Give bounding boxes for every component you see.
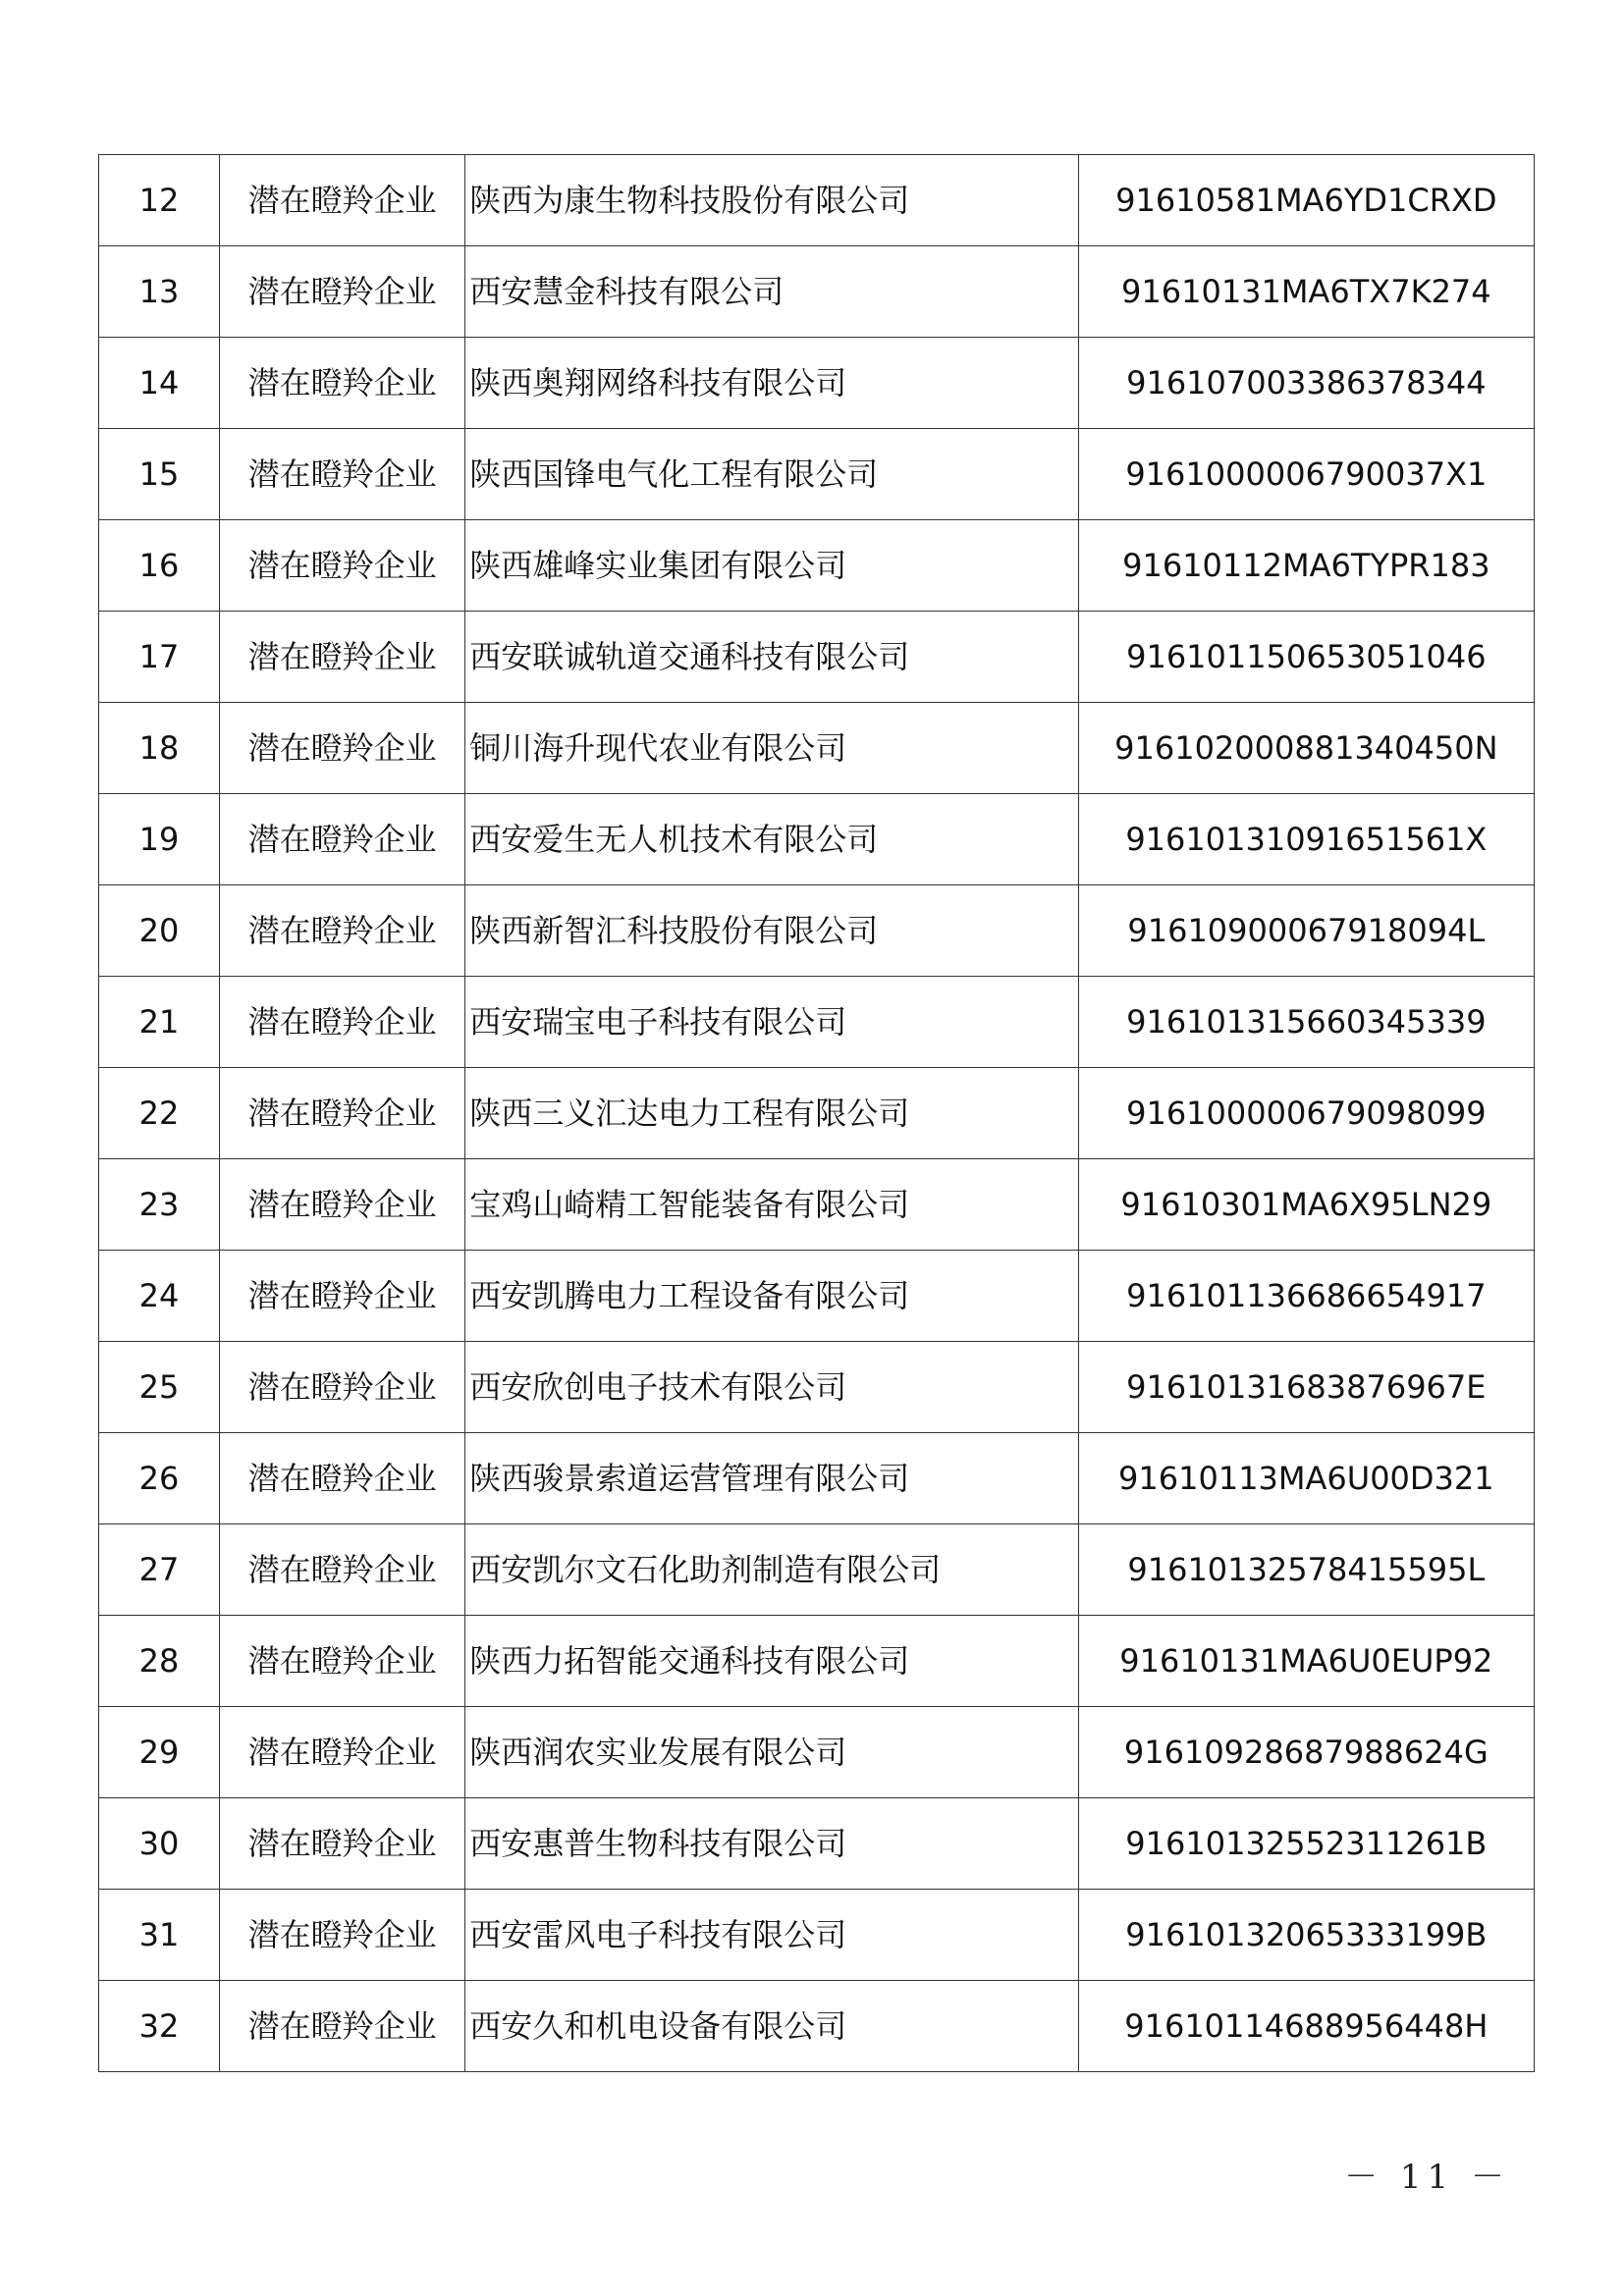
company-name-cell: 西安欣创电子技术有限公司 xyxy=(465,1342,1078,1433)
category-cell: 潜在瞪羚企业 xyxy=(220,1981,465,2072)
credit-code-cell: 91610131683876967E xyxy=(1078,1342,1534,1433)
row-number-cell: 15 xyxy=(99,429,220,520)
credit-code-cell: 91610132552311261B xyxy=(1078,1798,1534,1890)
company-name-cell: 陕西力拓智能交通科技有限公司 xyxy=(465,1616,1078,1707)
row-number-cell: 16 xyxy=(99,520,220,612)
credit-code-cell: 91610900067918094L xyxy=(1078,885,1534,977)
row-number-cell: 12 xyxy=(99,155,220,246)
company-name-cell: 西安惠普生物科技有限公司 xyxy=(465,1798,1078,1890)
row-number-cell: 28 xyxy=(99,1616,220,1707)
row-number-cell: 26 xyxy=(99,1433,220,1524)
table-row xyxy=(99,1524,1535,1616)
credit-code-cell: 916102000881340450N xyxy=(1078,703,1534,794)
company-name-cell: 西安慧金科技有限公司 xyxy=(465,246,1078,338)
credit-code-cell: 91610112MA6TYPR183 xyxy=(1078,520,1534,612)
table-row xyxy=(99,155,1535,246)
category-cell: 潜在瞪羚企业 xyxy=(220,977,465,1068)
table-row xyxy=(99,703,1535,794)
credit-code-cell: 916101136686654917 xyxy=(1078,1251,1534,1342)
row-number-cell: 19 xyxy=(99,794,220,885)
company-name-cell: 陕西国锋电气化工程有限公司 xyxy=(465,429,1078,520)
table-row xyxy=(99,1342,1535,1433)
category-cell: 潜在瞪羚企业 xyxy=(220,794,465,885)
company-name-cell: 陕西为康生物科技股份有限公司 xyxy=(465,155,1078,246)
row-number-cell: 25 xyxy=(99,1342,220,1433)
category-cell: 潜在瞪羚企业 xyxy=(220,1616,465,1707)
company-name-cell: 西安雷风电子科技有限公司 xyxy=(465,1890,1078,1981)
company-name-cell: 陕西雄峰实业集团有限公司 xyxy=(465,520,1078,612)
category-cell: 潜在瞪羚企业 xyxy=(220,338,465,429)
category-cell: 潜在瞪羚企业 xyxy=(220,1524,465,1616)
company-name-cell: 陕西新智汇科技股份有限公司 xyxy=(465,885,1078,977)
table-body xyxy=(99,155,1535,2072)
category-cell: 潜在瞪羚企业 xyxy=(220,1798,465,1890)
row-number-cell: 17 xyxy=(99,612,220,703)
table-row xyxy=(99,885,1535,977)
category-cell: 潜在瞪羚企业 xyxy=(220,1707,465,1798)
row-number-cell: 23 xyxy=(99,1159,220,1251)
category-cell: 潜在瞪羚企业 xyxy=(220,246,465,338)
credit-code-cell: 91610113MA6U00D321 xyxy=(1078,1433,1534,1524)
table-row xyxy=(99,977,1535,1068)
table-row xyxy=(99,338,1535,429)
table-row xyxy=(99,1981,1535,2072)
credit-code-cell: 916107003386378344 xyxy=(1078,338,1534,429)
category-cell: 潜在瞪羚企业 xyxy=(220,1251,465,1342)
category-cell: 潜在瞪羚企业 xyxy=(220,703,465,794)
credit-code-cell: 91610301MA6X95LN29 xyxy=(1078,1159,1534,1251)
category-cell: 潜在瞪羚企业 xyxy=(220,1068,465,1159)
table-row xyxy=(99,429,1535,520)
company-name-cell: 西安凯腾电力工程设备有限公司 xyxy=(465,1251,1078,1342)
company-name-cell: 西安爱生无人机技术有限公司 xyxy=(465,794,1078,885)
row-number-cell: 20 xyxy=(99,885,220,977)
category-cell: 潜在瞪羚企业 xyxy=(220,429,465,520)
row-number-cell: 32 xyxy=(99,1981,220,2072)
company-name-cell: 陕西奥翔网络科技有限公司 xyxy=(465,338,1078,429)
row-number-cell: 22 xyxy=(99,1068,220,1159)
credit-code-cell: 91610132065333199B xyxy=(1078,1890,1534,1981)
credit-code-cell: 91610581MA6YD1CRXD xyxy=(1078,155,1534,246)
company-name-cell: 陕西骏景索道运营管理有限公司 xyxy=(465,1433,1078,1524)
table-row xyxy=(99,1798,1535,1890)
enterprise-list-table xyxy=(98,154,1535,2072)
table-row xyxy=(99,1616,1535,1707)
table-row xyxy=(99,1159,1535,1251)
row-number-cell: 14 xyxy=(99,338,220,429)
table-row xyxy=(99,612,1535,703)
table-row xyxy=(99,520,1535,612)
row-number-cell: 30 xyxy=(99,1798,220,1890)
company-name-cell: 陕西润农实业发展有限公司 xyxy=(465,1707,1078,1798)
table-row xyxy=(99,1433,1535,1524)
credit-code-cell: 91610928687988624G xyxy=(1078,1707,1534,1798)
row-number-cell: 13 xyxy=(99,246,220,338)
credit-code-cell: 91610132578415595L xyxy=(1078,1524,1534,1616)
category-cell: 潜在瞪羚企业 xyxy=(220,520,465,612)
credit-code-cell: 91610114688956448H xyxy=(1078,1981,1534,2072)
page-number: － 11 － xyxy=(1344,2158,1510,2197)
row-number-cell: 24 xyxy=(99,1251,220,1342)
category-cell: 潜在瞪羚企业 xyxy=(220,1342,465,1433)
company-name-cell: 西安久和机电设备有限公司 xyxy=(465,1981,1078,2072)
category-cell: 潜在瞪羚企业 xyxy=(220,1890,465,1981)
row-number-cell: 29 xyxy=(99,1707,220,1798)
credit-code-cell: 91610131MA6U0EUP92 xyxy=(1078,1616,1534,1707)
company-name-cell: 西安联诚轨道交通科技有限公司 xyxy=(465,612,1078,703)
table-row xyxy=(99,1251,1535,1342)
company-name-cell: 西安瑞宝电子科技有限公司 xyxy=(465,977,1078,1068)
category-cell: 潜在瞪羚企业 xyxy=(220,1159,465,1251)
table-row xyxy=(99,794,1535,885)
category-cell: 潜在瞪羚企业 xyxy=(220,612,465,703)
company-name-cell: 宝鸡山崎精工智能装备有限公司 xyxy=(465,1159,1078,1251)
credit-code-cell: 9161000006790037X1 xyxy=(1078,429,1534,520)
company-name-cell: 铜川海升现代农业有限公司 xyxy=(465,703,1078,794)
credit-code-cell: 916100000679098099 xyxy=(1078,1068,1534,1159)
credit-code-cell: 91610131MA6TX7K274 xyxy=(1078,246,1534,338)
table-row xyxy=(99,1707,1535,1798)
company-name-cell: 西安凯尔文石化助剂制造有限公司 xyxy=(465,1524,1078,1616)
credit-code-cell: 916101150653051046 xyxy=(1078,612,1534,703)
credit-code-cell: 916101315660345339 xyxy=(1078,977,1534,1068)
company-name-cell: 陕西三义汇达电力工程有限公司 xyxy=(465,1068,1078,1159)
table-row xyxy=(99,246,1535,338)
row-number-cell: 27 xyxy=(99,1524,220,1616)
credit-code-cell: 91610131091651561X xyxy=(1078,794,1534,885)
table-row xyxy=(99,1890,1535,1981)
row-number-cell: 21 xyxy=(99,977,220,1068)
category-cell: 潜在瞪羚企业 xyxy=(220,1433,465,1524)
row-number-cell: 31 xyxy=(99,1890,220,1981)
category-cell: 潜在瞪羚企业 xyxy=(220,155,465,246)
row-number-cell: 18 xyxy=(99,703,220,794)
category-cell: 潜在瞪羚企业 xyxy=(220,885,465,977)
table-row xyxy=(99,1068,1535,1159)
